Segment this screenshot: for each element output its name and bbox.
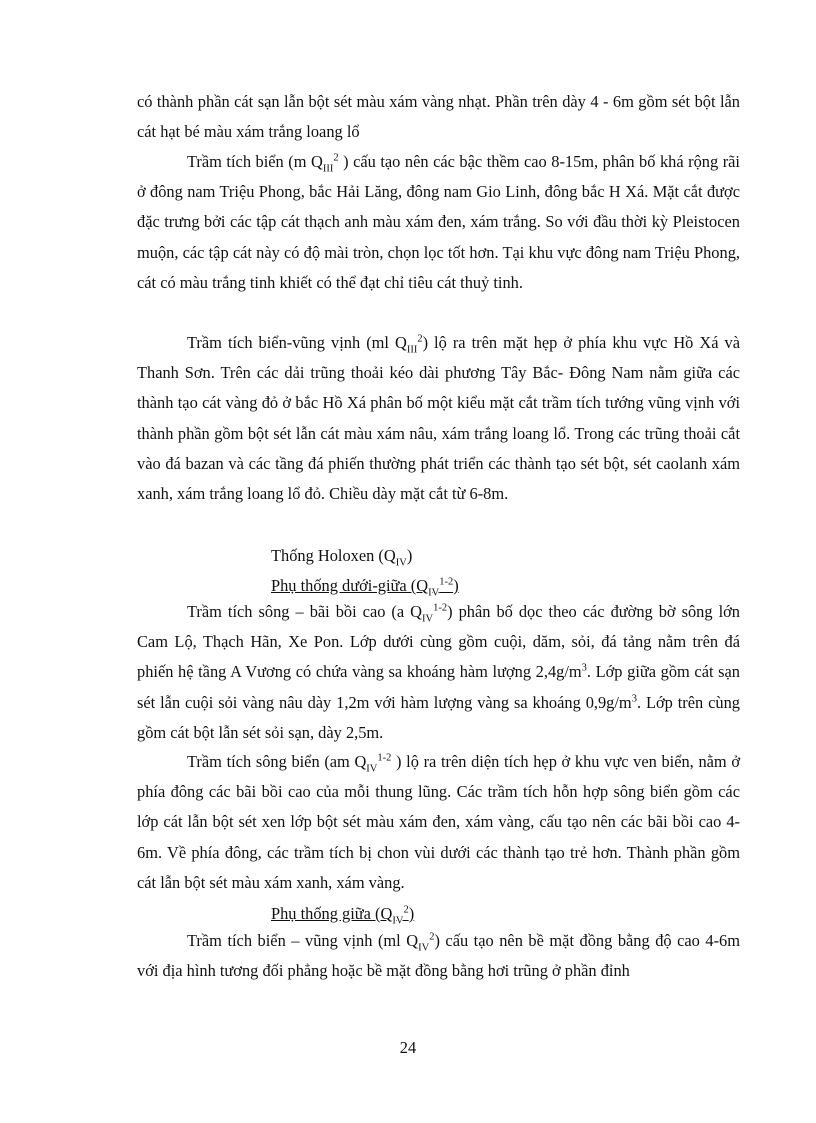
- paragraph-marine-sediment: Trầm tích biển (m $Q_{III}^2$ ) cấu tạo nên các bậc thềm cao 8-15m, phân bố khá rộng rãi ở đông nam Triệu Phong, bắc Hải Lăng, đông nam Gio Linh, đông bắc H Xá. Mặt cắt được đặc trưng bởi các tập cát thạch anh màu xám đen, xám trắng. So với đầu thời kỳ Pleistocen muộn, các tập cát này có độ mài tròn, chọn lọc tốt hơn. Tại khu vực đông nam Triệu Phong, cát có màu trắng tinh khiết có thể đạt chỉ tiêu cát thuỷ tinh.: [137, 152, 740, 292]
- paragraph-marine-bay-middle: Trầm tích biển – vũng vịnh (ml $Q_{IV}^2$) cấu tạo nên bề mặt đồng bằng độ cao 4-6m với địa hình tương đối phẳng hoặc bề mặt đồng bằng hơi trũng ở phần đỉnh: [137, 931, 740, 981]
- paragraph-river-marine: Trầm tích sông biển (am $Q_{IV}^{1-2}$ ) lộ ra trên diện tích hẹp ở khu vực ven biển, nằm ở phía đông các bãi bồi cao của mỗi thung lũng. Các trầm tích hỗn hợp sông biển gồm các lớp cát lẫn bột sét xen lớp bột sét màu xám đen, xám vàng, cấu tạo nên các bãi bồi cao 4-6m. Về phía đông, các trầm tích bị chon vùi dưới các thành tạo trẻ hơn. Thành phần gồm cát lẫn bột sét màu xám xanh, xám vàng.: [137, 752, 740, 892]
- heading-holocene: Thống Holoxen $(Q_{IV})$: [271, 546, 413, 569]
- heading-middle-subseries: Phụ thống giữa $(Q_{IV}^2)$: [271, 904, 415, 927]
- paragraph-1: có thành phần cát sạn lẫn bột sét màu xám vàng nhạt. Phần trên dày 4 - 6m gồm sét bột lẫn cát hạt bé màu xám trắng loang lổ: [137, 92, 740, 142]
- paragraph-marine-bay-sediment: Trầm tích biển-vũng vịnh (ml $Q_{III}^2$) lộ ra trên mặt hẹp ở phía khu vực Hồ Xá và Thanh Sơn. Trên các dải trũng thoải kéo dài phương Tây Bắc- Đông Nam nằm giữa các thành tạo cát vàng đỏ ở bắc Hồ Xá phân bố một kiểu mặt cắt trầm tích tướng vũng vịnh với thành phần gồm bột sét lẫn cát màu xám nâu, xám trắng loang lổ. Trong các trũng thoải cắt vào đá bazan và các tầng đá phiến thường phát triển các thành tạo sét bột, sét caolanh xám xanh, xám trắng loang lổ đỏ. Chiều dày mặt cắt từ 6-8m.: [137, 333, 740, 504]
- paragraph-river-floodplain: Trầm tích sông – bãi bồi cao (a $Q_{IV}^{1-2}$) phân bố dọc theo các đường bờ sông lớn Cam Lộ, Thạch Hãn, Xe Pon. Lớp dưới cùng gồm cuội, dăm, sỏi, đá tảng nằm trên đá phiến hệ tầng A Vương có chứa vàng sa khoáng hàm lượng $2,4g/m^3$. Lớp giữa gồm cát sạn sét lẫn cuội sỏi vàng nâu dày 1,2m với hàm lượng vàng sa khoáng $0,9g/m^3$. Lớp trên cùng gồm cát bột lẫn sét sỏi sạn, dày 2,5m.: [137, 602, 740, 742]
- page-number: 24: [399, 1038, 417, 1057]
- heading-lower-middle-subseries: Phụ thống dưới-giữa $(Q_{IV}^{1-2})$: [271, 576, 459, 599]
